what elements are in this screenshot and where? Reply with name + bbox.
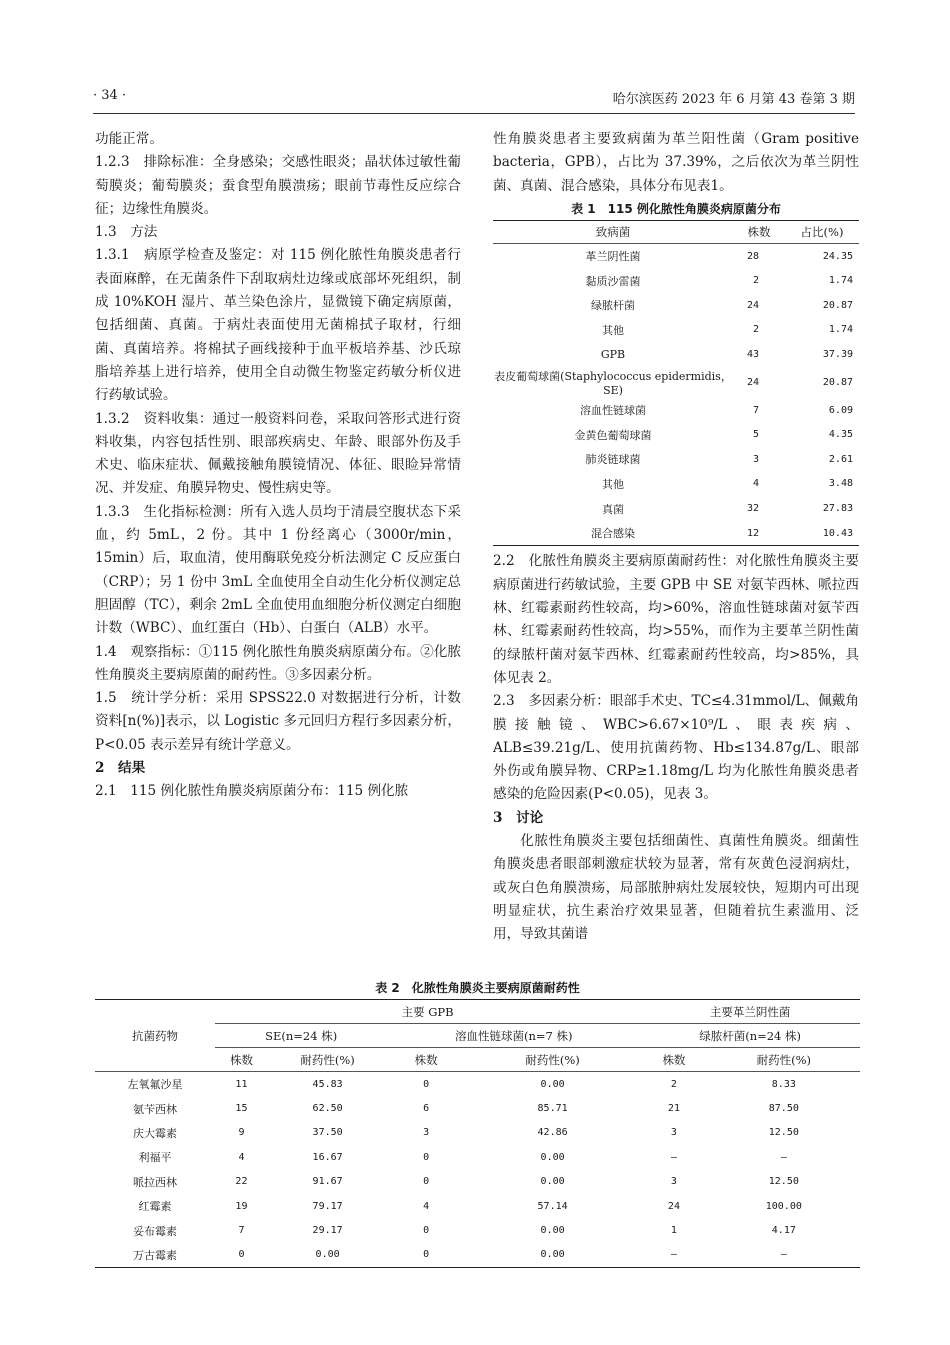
- table1-cell-pathogen: 绿脓杆菌: [591, 299, 635, 313]
- table1-cell-ratio: 3.48: [828, 478, 853, 490]
- table1-cell-pathogen: 金黄色葡萄球菌: [574, 428, 652, 442]
- table2-cell-value: 79.17: [312, 1200, 343, 1212]
- journal-title: 哈尔滨医药 2023 年 6 月第 43 卷第 3 期: [612, 92, 855, 107]
- table1-cell-pathogen: 溶血性链球菌: [580, 404, 646, 418]
- right-column: [493, 128, 859, 946]
- table2-cell-value: 57.14: [537, 1200, 568, 1212]
- table2-caption: 表 2 化脓性角膜炎主要病原菌耐药性: [375, 981, 580, 995]
- table2-cell-value: 7: [238, 1225, 245, 1237]
- table2-body: [95, 1072, 860, 1268]
- table1-row: [493, 447, 859, 472]
- table1-row: [493, 318, 859, 343]
- table2-cell-value: 85.71: [537, 1103, 568, 1115]
- table2-header-se-rate: 耐药性(%): [268, 1048, 387, 1072]
- table2-row: [95, 1121, 860, 1145]
- table2-header-row-1: [95, 1000, 860, 1024]
- table1-cell-count: 5: [752, 429, 759, 441]
- table2: [95, 999, 860, 1268]
- table2-cell-value: 4: [423, 1200, 430, 1212]
- table1-cell-pathogen: 其他: [602, 477, 624, 491]
- table1-cell-ratio: 37.39: [822, 349, 853, 361]
- table2-cell-value: 0: [423, 1176, 430, 1188]
- table1-cell-ratio: 24.35: [822, 250, 853, 262]
- table2-cell-drug: 利福平: [138, 1151, 172, 1165]
- table2-cell-value: 42.86: [537, 1127, 568, 1139]
- table2-cell-drug: 左氧氟沙星: [127, 1078, 183, 1092]
- table2-row: [95, 1145, 860, 1169]
- table1-row: [493, 521, 859, 546]
- table1-cell-count: 3: [752, 453, 759, 465]
- right-column-bottom-text: [493, 550, 859, 946]
- table1-cell-ratio: 4.35: [828, 429, 853, 441]
- table2-cell-value: 12.50: [768, 1176, 799, 1188]
- table2-header-strep: 溶血性链球菌(n=7 株): [387, 1024, 640, 1048]
- table2-header-strep-count: 株数: [387, 1048, 465, 1072]
- table1-caption: 表 1 115 例化脓性角膜炎病原菌分布: [571, 201, 781, 216]
- paragraph: 1.2.3 排除标准：全身感染；交感性眼炎；晶状体过敏性葡萄膜炎；葡萄膜炎；蚕食型角膜溃疡；眼前节毒性反应综合征；边缘性角膜炎。: [95, 154, 461, 217]
- section-heading: 3 讨论: [493, 809, 544, 826]
- table2-cell-value: 0.00: [540, 1249, 565, 1261]
- header-rule: [93, 113, 855, 114]
- table1-cell-count: 7: [752, 404, 759, 416]
- table2-cell-value: 0.00: [540, 1225, 565, 1237]
- table1-cell-count: 2: [752, 324, 759, 336]
- table2-cell-value: 6: [423, 1103, 430, 1115]
- table1-cell-count: 4: [752, 478, 759, 490]
- table1-cell-ratio: 20.87: [822, 376, 853, 388]
- table1-row: [493, 422, 859, 447]
- table2-header-pseudo-rate: 耐药性(%): [708, 1048, 860, 1072]
- table2-cell-value: 12.50: [768, 1127, 799, 1139]
- table1-cell-pathogen: 革兰阴性菌: [585, 250, 641, 264]
- table1: [493, 220, 859, 547]
- table1-cell-count: 32: [746, 503, 759, 515]
- table2-cell-value: 24: [667, 1200, 680, 1212]
- paragraph: 1.4 观察指标：①115 例化脓性角膜炎病原菌分布。②化脓性角膜炎主要病原菌的耐药性。③多因素分析。: [95, 643, 461, 683]
- table1-cell-ratio: 6.09: [828, 404, 853, 416]
- table1-row: [493, 342, 859, 367]
- paragraph: 2.3 多因素分析：眼部手术史、TC≤4.31mmol/L、佩戴角膜接触镜、WBC>6.67×10⁹/L、眼表疾病、ALB≤39.21g/L、使用抗菌药物、Hb≤134.87g/L、眼部外伤或角膜异物、CRP≥1.18mg/L 均为化脓性角膜炎患者感染的危险因素(P<0.05)，见表 3。: [493, 693, 859, 803]
- table2-cell-value: –: [780, 1249, 787, 1261]
- table2-row: [95, 1096, 860, 1120]
- table2-header-pseudomonas: 绿脓杆菌(n=24 株): [640, 1024, 860, 1048]
- table2-header-strep-rate: 耐药性(%): [465, 1048, 640, 1072]
- paragraph: 1.5 统计学分析：采用 SPSS22.0 对数据进行分析，计数资料[n(%)]表示，以 Logistic 多元回归方程行多因素分析，P<0.05 表示差异有统计学意义。: [95, 690, 461, 753]
- table1-row: [493, 367, 859, 398]
- table2-cell-value: 0: [423, 1225, 430, 1237]
- table2-cell-value: 0: [238, 1249, 245, 1261]
- table2-cell-value: 0: [423, 1151, 430, 1163]
- table2-cell-value: 3: [670, 1127, 677, 1139]
- table1-cell-ratio: 27.83: [822, 503, 853, 515]
- table2-block: [95, 977, 860, 1268]
- table2-header-gpb: 主要 GPB: [215, 1000, 640, 1024]
- table1-row: [493, 472, 859, 497]
- table2-row: [95, 1218, 860, 1242]
- paragraph: 1.3.1 病原学检查及鉴定：对 115 例化脓性角膜炎患者行表面麻醉，在无菌条件下刮取病灶边缘或底部坏死组织，制成 10%KOH 湿片、革兰染色涂片，显微镜下确定病原菌，包括细菌、真菌。于病灶表面使用无菌棉拭子取材，行细菌、真菌培养。将棉拭子画线接种于血平板培养基、沙氏琼脂培养基上进行培养，使用全自动微生物鉴定药敏分析仪进行药敏试验。: [95, 247, 461, 404]
- table2-cell-value: 0.00: [540, 1176, 565, 1188]
- table2-cell-value: 4.17: [771, 1225, 796, 1237]
- table2-cell-drug: 红霉素: [138, 1200, 172, 1214]
- paragraph: 1.3.3 生化指标检测：所有入选人员均于清晨空腹状态下采血，约 5mL，2 份。其中 1 份经离心（3000r/min，15min）后，取血清，使用酶联免疫分析法测定 C 反应蛋白（CRP）；另 1 份中 3mL 全血使用全自动生化分析仪测定总胆固醇（TC），剩余 2mL 全血使用血细胞分析仪测定白细胞计数（WBC）、血红蛋白（Hb）、白蛋白（ALB）水平。: [95, 503, 461, 637]
- paragraph: 性角膜炎患者主要致病菌为革兰阳性菌（Gram positive bacteria，GPB），占比为 37.39%，之后依次为革兰阴性菌、真菌、混合感染，具体分布见表1。: [493, 131, 859, 194]
- table2-cell-drug: 万古霉素: [133, 1248, 177, 1262]
- paragraph: 功能正常。: [95, 131, 163, 147]
- paragraph: 2.1 115 例化脓性角膜炎病原菌分布：115 例化脓: [95, 783, 409, 800]
- table1-cell-ratio: 2.61: [828, 453, 853, 465]
- table1-row: [493, 268, 859, 293]
- table2-cell-value: 4: [238, 1151, 245, 1163]
- table2-cell-value: 0.00: [540, 1078, 565, 1090]
- table2-cell-value: –: [670, 1151, 677, 1163]
- table2-cell-value: 22: [235, 1176, 248, 1188]
- table2-cell-drug: 庆大霉素: [133, 1126, 177, 1140]
- table1-cell-pathogen: GPB: [600, 348, 626, 362]
- table1-cell-pathogen: 黏质沙雷菌: [585, 274, 641, 288]
- table2-cell-value: 1: [670, 1225, 677, 1237]
- section-heading: 2 结果: [95, 760, 146, 777]
- table2-cell-drug: 妥布霉素: [133, 1224, 177, 1238]
- table2-cell-value: –: [780, 1151, 787, 1163]
- table2-cell-drug: 氨苄西林: [133, 1102, 177, 1116]
- table1-cell-count: 2: [752, 275, 759, 287]
- paragraph: 1.3.2 资料收集：通过一般资料问卷，采取问答形式进行资料收集，内容包括性别、眼部疾病史、年龄、眼部外伤及手术史、临床症状、佩戴接触角膜镜情况、体征、眼睑异常情况、并发症、角膜异物史、慢性病史等。: [95, 410, 461, 497]
- table2-cell-value: 37.50: [312, 1127, 343, 1139]
- table2-cell-value: 15: [235, 1103, 248, 1115]
- table2-cell-value: 8.33: [771, 1078, 796, 1090]
- table1-cell-count: 12: [746, 527, 759, 539]
- table1-cell-count: 24: [746, 376, 759, 388]
- table1-cell-ratio: 10.43: [822, 527, 853, 539]
- table2-row: [95, 1072, 860, 1097]
- left-column: [95, 128, 461, 804]
- table2-cell-value: 29.17: [312, 1225, 343, 1237]
- table2-cell-value: 91.67: [312, 1176, 343, 1188]
- table2-header-gnb: 主要革兰阴性菌: [640, 1000, 860, 1024]
- table1-cell-pathogen: 其他: [602, 323, 624, 337]
- table2-cell-value: 3: [423, 1127, 430, 1139]
- table1-cell-pathogen: 表皮葡萄球菌(Staphylococcus epidermidis，SE): [494, 369, 732, 397]
- table2-cell-drug: 哌拉西林: [133, 1175, 177, 1189]
- page-header: [93, 88, 855, 110]
- table2-cell-value: 0: [423, 1078, 430, 1090]
- table1-cell-count: 28: [746, 250, 759, 262]
- table2-cell-value: 3: [670, 1176, 677, 1188]
- table1-body: [493, 243, 859, 546]
- table1-row: [493, 496, 859, 521]
- table1-header-row: [493, 220, 859, 243]
- table2-cell-value: 2: [670, 1078, 677, 1090]
- table1-row: [493, 398, 859, 423]
- table1-cell-ratio: 1.74: [828, 275, 853, 287]
- table2-row: [95, 1194, 860, 1218]
- table2-cell-value: 19: [235, 1200, 248, 1212]
- table2-cell-value: 87.50: [768, 1103, 799, 1115]
- paragraph: 化脓性角膜炎主要包括细菌性、真菌性角膜炎。细菌性角膜炎患者眼部刺激症状较为显著，常有灰黄色浸润病灶，或灰白色角膜溃疡，局部脓肿病灶发展较快，短期内可出现明显症状，抗生素治疗效果显著，但随着抗生素滥用、泛用，导致其菌谱: [493, 832, 859, 943]
- table1-header-ratio: 占比(%): [785, 220, 859, 243]
- table1-cell-ratio: 20.87: [822, 299, 853, 311]
- table2-cell-value: –: [670, 1249, 677, 1261]
- table1-cell-pathogen: 真菌: [602, 502, 624, 516]
- table1-cell-pathogen: 肺炎链球菌: [585, 453, 641, 467]
- table2-cell-value: 11: [235, 1078, 248, 1090]
- table1-row: [493, 243, 859, 268]
- table1-row: [493, 293, 859, 318]
- table2-cell-value: 16.67: [312, 1151, 343, 1163]
- table2-cell-value: 9: [238, 1127, 245, 1139]
- table2-cell-value: 100.00: [765, 1200, 802, 1212]
- paragraph: 1.3 方法: [95, 224, 158, 241]
- table1-cell-ratio: 1.74: [828, 324, 853, 336]
- table2-header-se-count: 株数: [215, 1048, 268, 1072]
- table1-header-count: 株数: [733, 220, 785, 243]
- table2-cell-value: 21: [667, 1103, 680, 1115]
- table2-cell-value: 62.50: [312, 1103, 343, 1115]
- right-column-top-text: [493, 128, 859, 198]
- page-number: · 34 ·: [93, 88, 127, 103]
- table1-cell-count: 24: [746, 299, 759, 311]
- table2-row: [95, 1170, 860, 1194]
- table2-cell-value: 0: [423, 1249, 430, 1261]
- table2-header-pseudo-count: 株数: [640, 1048, 707, 1072]
- table1-header-pathogen: 致病菌: [493, 220, 733, 243]
- table2-cell-value: 45.83: [312, 1078, 343, 1090]
- table1-cell-pathogen: 混合感染: [591, 527, 635, 541]
- table2-cell-value: 0.00: [540, 1151, 565, 1163]
- table2-header-se: SE(n=24 株): [215, 1024, 387, 1048]
- paragraph: 2.2 化脓性角膜炎主要病原菌耐药性：对化脓性角膜炎主要病原菌进行药敏试验，主要 GPB 中 SE 对氨苄西林、哌拉西林、红霉素耐药性较高，均>60%，溶血性链球菌对氨苄西林、红霉素耐药性较高，均>55%，而作为主要革兰阴性菌的绿脓杆菌对氨苄西林、红霉素耐药性较高，均>85%，具体见表 2。: [493, 553, 859, 686]
- table2-cell-value: 0.00: [315, 1249, 340, 1261]
- table2-row: [95, 1243, 860, 1268]
- table2-header-drug: 抗菌药物: [95, 1000, 215, 1072]
- table1-cell-count: 43: [746, 349, 759, 361]
